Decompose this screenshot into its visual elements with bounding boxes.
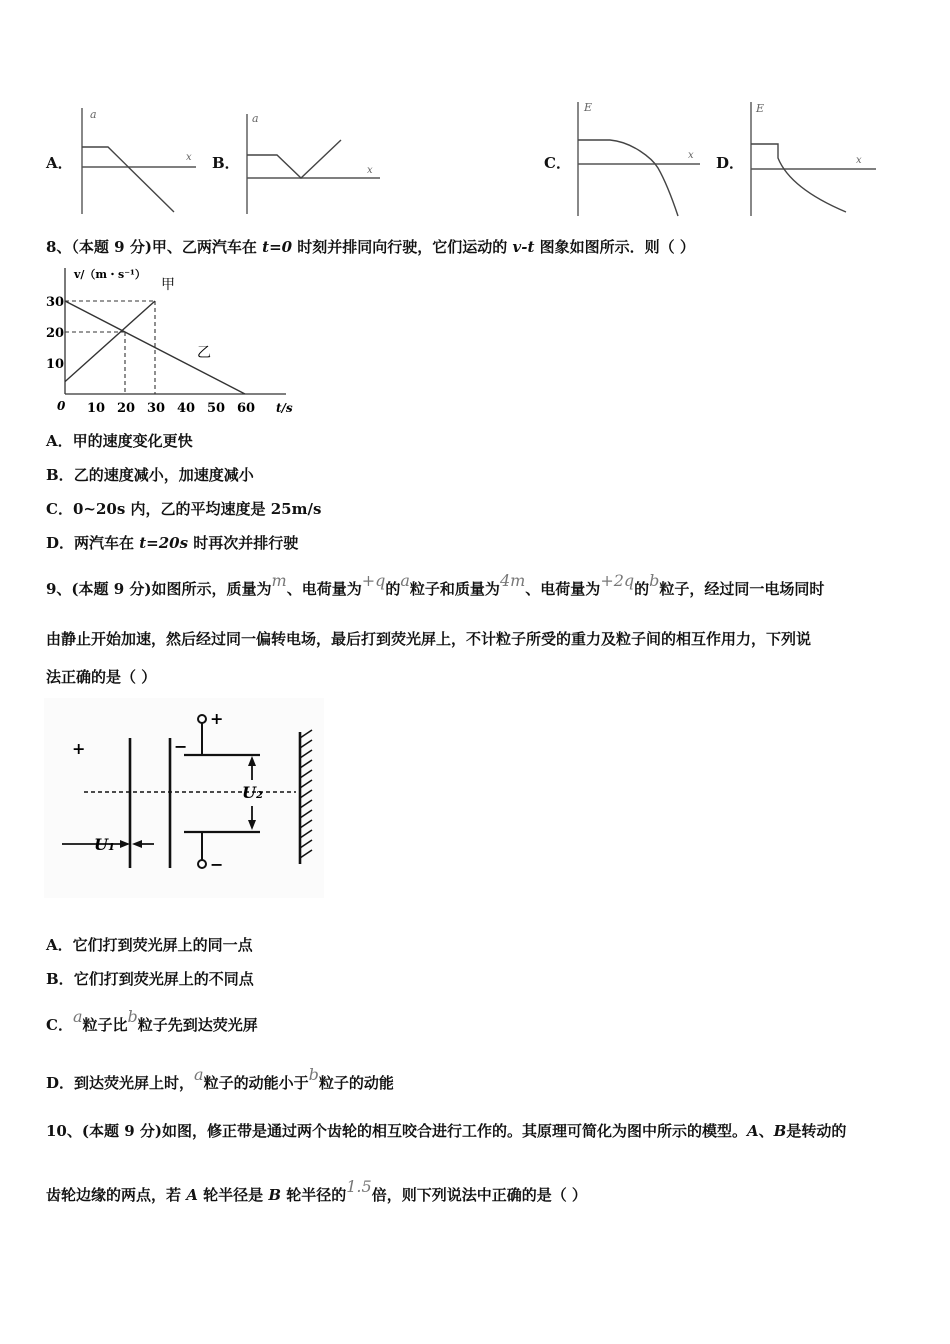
q9-option-c-a: a	[72, 1007, 83, 1026]
q10-line2c: 轮半径的	[281, 1186, 347, 1204]
terminal-plus-sign: +	[210, 709, 224, 728]
series-label-yi: 乙	[197, 344, 211, 361]
q9-option-d-b: b	[308, 1065, 319, 1084]
q7-option-c-graph	[566, 98, 716, 218]
q8-option-a-label: A．	[46, 432, 73, 450]
q7-option-d-graph	[738, 98, 888, 218]
q10-line2b: 轮半径是	[197, 1186, 269, 1204]
q7-a-yaxis-label: a	[90, 108, 97, 121]
q9-option-d-a: a	[194, 1065, 204, 1084]
q9-option-a-label: A．	[46, 936, 73, 954]
q8-stem	[46, 236, 695, 257]
q9-apparatus-figure	[44, 698, 324, 898]
q8-stem-suffix: 图象如图所示．则（ ）	[534, 238, 695, 256]
q9-option-c[interactable]	[46, 1007, 258, 1035]
q9-option-c-label: C．	[46, 1016, 73, 1034]
q7-b-yaxis-label: a	[252, 112, 259, 125]
q7-option-b-label[interactable]: B．	[212, 154, 240, 172]
q9-option-d-label: D．	[46, 1074, 75, 1092]
q9-m4: 4m	[499, 571, 526, 590]
u1-label: U₁	[94, 835, 115, 854]
q7-d-xaxis-label: x	[856, 155, 862, 166]
q7-c-yaxis-label: E	[584, 101, 593, 114]
q8-option-b-text: 乙的速度减小，加速度减小	[73, 466, 254, 484]
q9-option-d-t1: 粒子的动能小于	[203, 1074, 309, 1092]
x-tick-label: 40	[177, 401, 196, 416]
chart-origin: 0	[57, 399, 66, 413]
q7-a-xaxis-label: x	[186, 152, 192, 163]
q10-stem-line2	[46, 1177, 587, 1205]
series-label-jia: 甲	[161, 277, 175, 293]
q8-stem-mid: 时刻并排同向行驶，它们运动的	[292, 238, 513, 256]
q9-option-a[interactable]	[46, 934, 253, 955]
x-tick-label: 60	[237, 401, 256, 416]
q7-option-a-label[interactable]: A．	[46, 154, 73, 172]
x-tick-label: 20	[117, 401, 136, 416]
q10-sep: 、	[758, 1122, 774, 1140]
chart-y-label: v/（m・s⁻¹）	[74, 268, 146, 281]
q10-ratio: 1.5	[346, 1177, 372, 1196]
q9-p7: 粒子，经过同一电场同时	[659, 580, 825, 598]
q9-p4: 粒子和质量为	[409, 580, 500, 598]
q9-stem-line2: 由静止开始加速，然后经过同一偏转电场，最后打到荧光屏上，不计粒子所受的重力及粒子间的相互作用力，下列说	[46, 630, 812, 648]
terminal-minus-sign: −	[210, 855, 224, 874]
q8-option-c-text: 0~20s 内，乙的平均速度是 25m/s	[72, 500, 322, 518]
q7-d-yaxis-label: E	[756, 102, 765, 115]
q8-option-a[interactable]	[46, 430, 193, 451]
q10-line2a: 齿轮边缘的两点，若	[46, 1186, 187, 1204]
q10-point-b: B	[773, 1122, 787, 1140]
q7-option-b-graph	[234, 108, 384, 216]
y-tick-label: 10	[46, 357, 65, 372]
q7-option-d-label[interactable]: D．	[716, 154, 745, 172]
q8-option-b-label: B．	[46, 466, 74, 484]
q9-option-a-text: 它们打到荧光屏上的同一点	[72, 936, 253, 954]
q8-option-d-t20: t=20s	[139, 534, 189, 552]
q8-vt-chart	[40, 262, 300, 422]
q7-b-xaxis-label: x	[367, 165, 373, 176]
q8-option-b[interactable]	[46, 464, 254, 485]
q9-q2: +2q	[600, 571, 635, 590]
q9-option-c-t1: 粒子比	[82, 1016, 128, 1034]
q9-option-c-t2: 粒子先到达荧光屏	[137, 1016, 258, 1034]
q8-option-a-text: 甲的速度变化更快	[72, 432, 193, 450]
q9-option-d-t0: 到达荧光屏上时，	[74, 1074, 195, 1092]
q10-wheel-a: A	[186, 1186, 198, 1204]
q10-line2d: 倍，则下列说法中正确的是（ ）	[371, 1186, 587, 1204]
y-tick-label: 20	[46, 326, 65, 341]
q9-p5: 、电荷量为	[525, 580, 601, 598]
q9-stem-line1	[46, 571, 825, 599]
q9-q1: +q	[361, 571, 386, 590]
q9-b: b	[649, 571, 660, 590]
q8-stem-vt: v-t	[512, 238, 535, 256]
x-tick-label: 50	[207, 401, 226, 416]
q9-p6: 的	[634, 580, 650, 598]
q9-option-b[interactable]	[46, 968, 254, 989]
q9-option-b-text: 它们打到荧光屏上的不同点	[73, 970, 254, 988]
bottom-terminal	[198, 860, 206, 868]
q9-stem-line3: 法正确的是（ ）	[46, 668, 157, 686]
q9-option-d[interactable]	[46, 1065, 394, 1093]
q8-option-d-text-a: 两汽车在	[74, 534, 140, 552]
q10-line1b: 是转动的	[786, 1122, 847, 1140]
q8-stem-t0: t=0	[262, 238, 293, 256]
q8-option-d[interactable]	[46, 532, 298, 553]
q8-option-c-label: C．	[46, 500, 73, 518]
q10-point-a: A	[746, 1122, 759, 1140]
plate-plus-sign: +	[72, 739, 86, 758]
q9-p3: 的	[385, 580, 401, 598]
q7-option-a-graph	[68, 104, 198, 216]
x-tick-label: 30	[147, 401, 166, 416]
q9-option-d-t2: 粒子的动能	[318, 1074, 394, 1092]
q9-p1: 9、(本题 9 分)如图所示，质量为	[46, 580, 272, 598]
q9-p2: 、电荷量为	[286, 580, 362, 598]
q9-option-c-b: b	[127, 1007, 138, 1026]
q10-stem-line1	[46, 1120, 846, 1141]
q8-option-d-label: D．	[46, 534, 75, 552]
q8-option-d-text-b: 时再次并排行驶	[188, 534, 299, 552]
q9-a: a	[400, 571, 410, 590]
x-tick-label: 10	[87, 401, 106, 416]
top-terminal	[198, 715, 206, 723]
y-tick-label: 30	[46, 295, 65, 310]
q7-c-xaxis-label: x	[688, 150, 694, 161]
q9-option-b-label: B．	[46, 970, 74, 988]
q10-wheel-b: B	[268, 1186, 282, 1204]
chart-x-label: t/s	[276, 401, 293, 415]
q10-line1a: 10、(本题 9 分)如图，修正带是通过两个齿轮的相互咬合进行工作的。其原理可简化为图中所示的模型。	[46, 1122, 747, 1140]
q8-stem-prefix: 8、（本题 9 分)甲、乙两汽车在	[46, 238, 263, 256]
q8-option-c[interactable]	[46, 498, 321, 519]
plate-minus-sign: −	[174, 737, 188, 756]
u2-label: U₂	[242, 783, 263, 802]
q7-option-c-label[interactable]: C．	[544, 154, 571, 172]
q9-m: m	[271, 571, 287, 590]
